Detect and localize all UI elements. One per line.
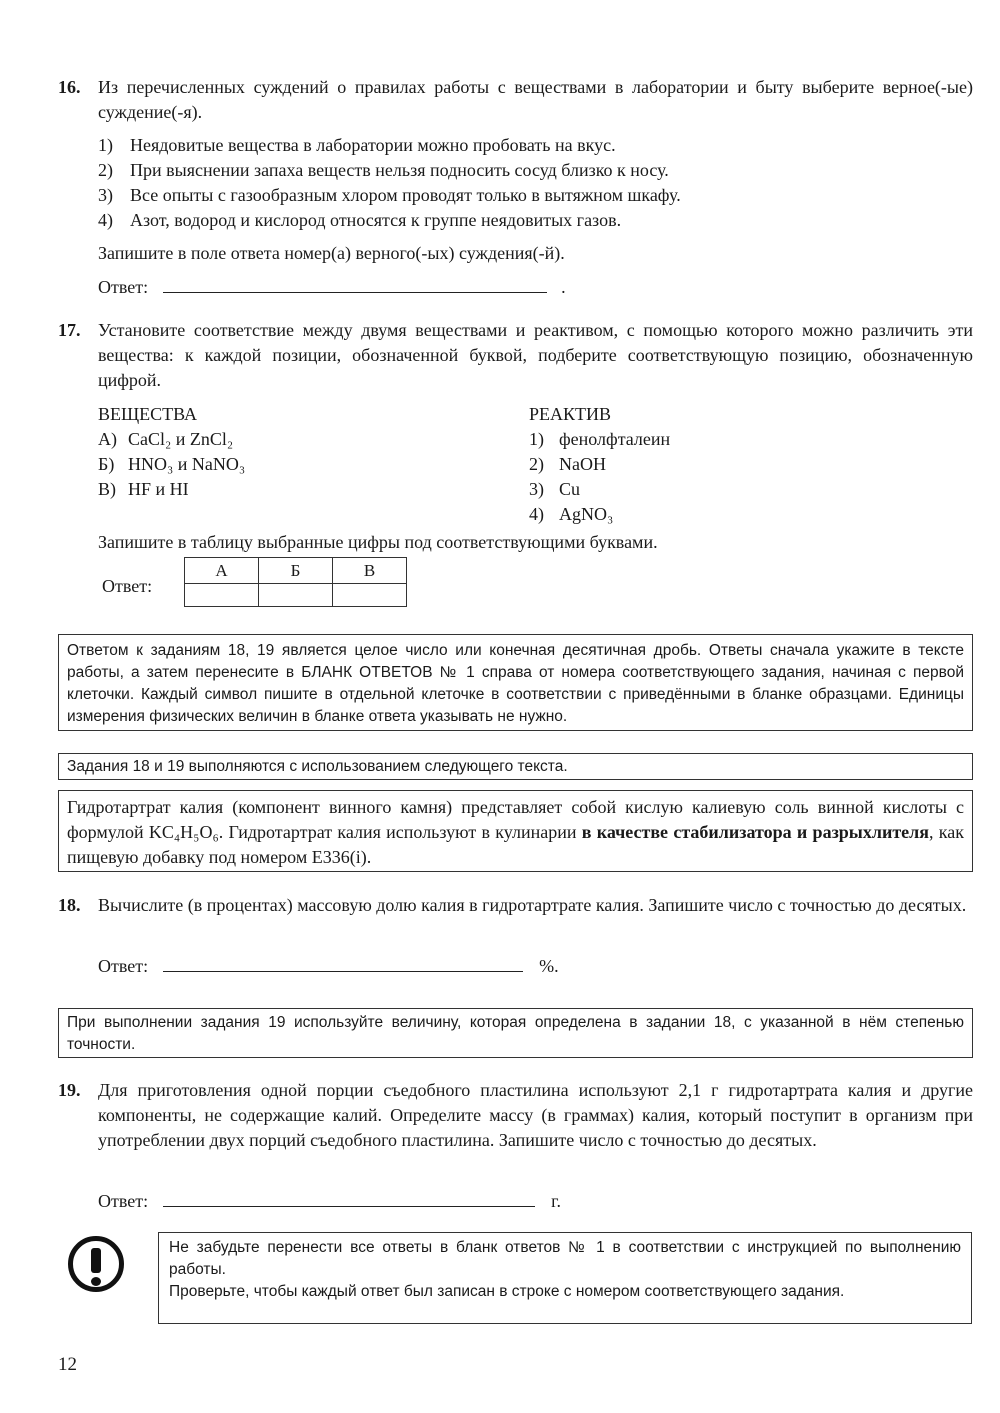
option-item: 4) Азот, водород и кислород относятся к группе неядовитых газов. [98,210,622,230]
task-instruction: Запишите в поле ответа номер(а) верного(-ых) суждения(-й). [98,243,565,263]
answer-label: Ответ: [98,277,149,297]
reagent-item: 1) фенолфталеин [529,429,671,449]
substance-item: В) HF и HI [98,479,189,499]
answer-line-16 [98,274,566,300]
answer-field-18[interactable] [163,953,523,972]
option-item: 2) При выяснении запаха веществ нельзя подносить сосуд близко к носу. [98,160,669,180]
reagent-item: 4) AgNO₃ [529,504,614,524]
reagent-item: 3) Cu [529,479,581,499]
substances-column [98,402,245,502]
task-instruction: Запишите в таблицу выбранные цифры под соответствующими буквами. [98,532,658,552]
answer-field-19[interactable] [163,1188,535,1207]
task-number: 17. [58,320,81,340]
answer-cell-a[interactable] [185,584,259,607]
reagents-header: РЕАКТИВ [529,404,612,424]
reminder-line-2: Проверьте, чтобы каждый ответ был записан в строке с номером соответствующего задания. [169,1283,845,1300]
substance-item: Б) HNO₃ и NaNO₃ [98,454,246,474]
passage-box [58,790,973,872]
substance-item: А) CaCl₂ и ZnCl₂ [98,429,234,449]
task-19 [58,1078,973,1153]
answer-suffix: г. [551,1191,561,1211]
note-box [58,1008,973,1058]
answer-line-19 [98,1188,561,1214]
note-text: При выполнении задания 19 используйте величину, которая определена в задании 18, с указанной в нём степенью точности. [67,1014,964,1053]
page-number: 12 [58,1354,77,1375]
answer-label: Ответ: [102,576,153,596]
answer-table [184,557,407,607]
table-header-a: А [185,558,259,584]
notice-box [58,634,973,731]
task-question: Вычислите (в процентах) массовую долю калия в гидротартрате калия. Запишите число с точностью до десятых. [98,895,967,915]
task-17 [58,318,973,393]
answer-cell-v[interactable] [333,584,407,607]
text-intro: Задания 18 и 19 выполняются с использованием следующего текста. [67,758,568,775]
reminder-box [158,1232,972,1324]
option-item: 3) Все опыты с газообразным хлором проводят только в вытяжном шкафу. [98,185,681,205]
task-number: 19. [58,1080,81,1100]
passage-bold: в качестве стабилизатора и разрыхлителя [581,822,929,842]
answer-suffix: . [561,277,566,297]
table-header-b: Б [259,558,333,584]
task-question: Из перечисленных суждений о правилах работы с веществами в лаборатории и быту выберите верное(-ые) суждение(-я). [98,77,973,122]
options-list [58,133,973,233]
task-number: 18. [58,895,81,915]
reagent-item: 2) NaOH [529,454,606,474]
task-16 [58,75,973,266]
option-item: 1) Неядовитые вещества в лаборатории можно пробовать на вкус. [98,135,616,155]
task-question: Для приготовления одной порции съедобного пластилина используют 2,1 г гидротартрата калия и другие компоненты, не содержащие калий. Определите массу (в граммах) калия, который поступит в организм при употреблении двух порций съедобного пластилина. Запишите число с точностью до десятых. [98,1080,973,1150]
passage-text-end: , как пищевую добавку под номером E336(i). [67,822,964,867]
answer-label: Ответ: [98,956,149,976]
passage-text: Гидротартрат калия (компонент винного камня) представляет собой кислую калиевую соль винной кислоты с формулой KC₄H₅O₆. Гидротартрат калия используют в кулинарии [67,797,964,842]
exclamation-icon [68,1236,124,1292]
reminder-line-1: Не забудьте перенести все ответы в бланк ответов № 1 в соответствии с инструкцией по выполнению работы. [169,1239,961,1278]
answer-label: Ответ: [98,1191,149,1211]
reagents-column [529,402,670,527]
answer-cell-b[interactable] [259,584,333,607]
notice-text: Ответом к заданиям 18, 19 является целое число или конечная десятичная дробь. Ответы сначала укажите в тексте работы, а затем перенесите в БЛАНК ОТВЕТОВ № 1 справа от номера соответствующего задания, начиная с первой клеточки. Каждый символ пишите в отдельной клеточке в соответствии с приведёнными в бланке образцами. Единицы измерения физических величин в бланке ответа указывать не нужно. [67,642,964,725]
task-18 [58,893,973,918]
task-question: Установите соответствие между двумя веществами и реактивом, с помощью которого можно различить эти вещества: к каждой позиции, обозначенной буквой, подберите соответствующую позицию, обозначенную цифрой. [98,320,973,390]
answer-line-18 [98,953,559,979]
text-intro-box [58,753,973,780]
substances-header: ВЕЩЕСТВА [98,404,198,424]
task-number: 16. [58,77,81,97]
answer-suffix: %. [539,956,559,976]
answer-field-16[interactable] [163,274,547,293]
table-header-v: В [333,558,407,584]
